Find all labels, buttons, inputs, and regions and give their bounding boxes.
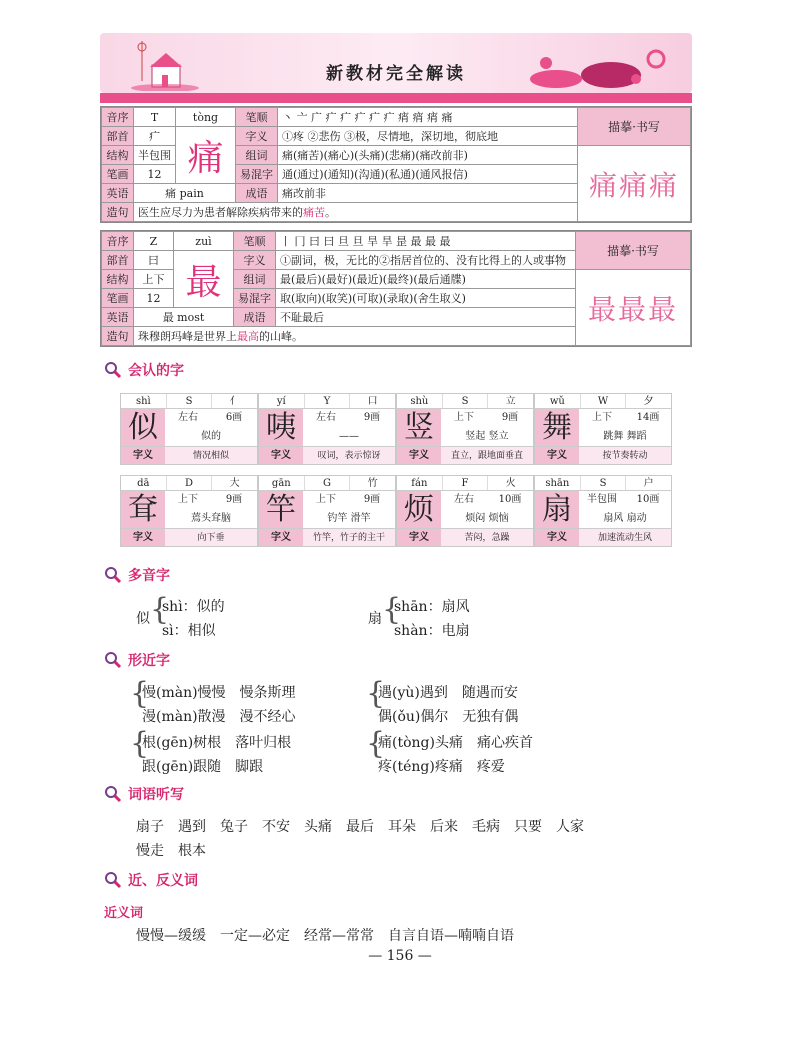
label: 字义 bbox=[535, 529, 579, 546]
zaoju: 珠穆朗玛峰是世界上最高的山峰。 bbox=[134, 327, 576, 346]
char-words: 烦闷 烦恼 bbox=[465, 513, 509, 524]
xingjin-line: 遇(yù)遇到 随遇而安 bbox=[378, 685, 518, 701]
big-char: 痛 bbox=[176, 127, 236, 184]
label: 英语 bbox=[102, 184, 134, 203]
miaomo-label: 描摹·书写 bbox=[576, 232, 691, 270]
duoyin-char: 似 bbox=[136, 611, 150, 627]
label: 字义 bbox=[234, 251, 276, 270]
pinyin: tòng bbox=[176, 108, 236, 127]
yingyu: 痛 pain bbox=[134, 184, 236, 203]
bushou: 立 bbox=[505, 396, 516, 407]
huiren-char-card bbox=[120, 393, 258, 465]
label: 字义 bbox=[397, 529, 441, 546]
trace-chars: 最最最 bbox=[576, 270, 691, 346]
bushou: 竹 bbox=[367, 478, 378, 489]
big-char: 咦 bbox=[259, 409, 303, 446]
char-structure-row bbox=[165, 409, 257, 427]
brace: { bbox=[130, 726, 150, 761]
ziyi: 竹竿，竹子的主干 bbox=[312, 533, 385, 543]
section-jinfan: 近、反义词 bbox=[104, 870, 198, 890]
bihua: 9画 bbox=[501, 412, 519, 423]
yinxu: S bbox=[167, 394, 213, 408]
char-meaning-row bbox=[535, 528, 671, 546]
label: 音序 bbox=[102, 232, 134, 251]
yinxu: D bbox=[167, 476, 213, 490]
bihua: 6画 bbox=[225, 412, 243, 423]
duoyin-reading: sì：相似 bbox=[162, 623, 216, 639]
bihua: 12 bbox=[134, 165, 176, 184]
bihua: 10画 bbox=[636, 494, 660, 505]
yinxu: S bbox=[443, 394, 489, 408]
huiren-char-card bbox=[534, 393, 672, 465]
yinxu: W bbox=[581, 394, 627, 408]
char-structure-row bbox=[441, 491, 533, 509]
jiegou: 上下 bbox=[134, 270, 174, 289]
label: 字义 bbox=[236, 127, 278, 146]
label: 笔顺 bbox=[234, 232, 276, 251]
jiegou: 左右 bbox=[178, 412, 198, 423]
header-banner bbox=[100, 33, 692, 93]
label: 成语 bbox=[236, 184, 278, 203]
magnifier-icon bbox=[104, 871, 122, 889]
zuci: 痛(痛苦)(痛心)(头痛)(悲痛)(痛改前非) bbox=[278, 146, 578, 165]
jiegou: 左右 bbox=[454, 494, 474, 505]
label: 英语 bbox=[102, 308, 134, 327]
char-structure-row bbox=[165, 491, 257, 509]
page-number: — 156 — bbox=[368, 948, 432, 964]
char-card-tong bbox=[100, 106, 692, 223]
label: 字义 bbox=[259, 447, 303, 464]
jinyi-line: 慢慢—缓缓 一定—必定 经常—常常 自言自语—喃喃自语 bbox=[136, 928, 514, 944]
yinxu: Z bbox=[134, 232, 174, 251]
xingjin-line: 痛(tòng)头痛 痛心疾首 bbox=[378, 735, 533, 751]
bushou: 亻 bbox=[229, 396, 240, 407]
duoyin-char: 扇 bbox=[368, 611, 382, 627]
ziyi: 按节奏转动 bbox=[602, 451, 648, 461]
ziyi: 向下垂 bbox=[197, 533, 225, 543]
bushou: 疒 bbox=[134, 127, 176, 146]
char-meta-row bbox=[259, 394, 395, 409]
char-meta-row bbox=[121, 394, 257, 409]
bushou: 大 bbox=[229, 478, 240, 489]
yinxu: S bbox=[581, 476, 627, 490]
char-meaning-row bbox=[397, 446, 533, 464]
char-words: 蔫头耷脑 bbox=[191, 513, 231, 524]
yihunzi: 通(通过)(通知)(沟通)(私通)(通风报信) bbox=[278, 165, 578, 184]
char-meta-row bbox=[121, 476, 257, 491]
duoyin-reading: shì：似的 bbox=[162, 599, 225, 615]
pinyin: yí bbox=[259, 394, 305, 408]
bushou: 火 bbox=[505, 478, 516, 489]
char-structure-row bbox=[441, 409, 533, 427]
char-meaning-row bbox=[397, 528, 533, 546]
char-meaning-row bbox=[535, 446, 671, 464]
ziyi: 直立，跟地面垂直 bbox=[450, 451, 523, 461]
flower-decoration-icon bbox=[516, 45, 676, 89]
label: 组词 bbox=[234, 270, 276, 289]
label: 易混字 bbox=[234, 289, 276, 308]
big-char: 舞 bbox=[535, 409, 579, 446]
big-char: 竿 bbox=[259, 491, 303, 528]
magnifier-icon bbox=[104, 361, 122, 379]
label: 笔画 bbox=[102, 289, 134, 308]
huiren-char-card bbox=[396, 393, 534, 465]
brace: { bbox=[150, 592, 170, 627]
label: 字义 bbox=[121, 447, 165, 464]
char-meta-row bbox=[535, 476, 671, 491]
big-char: 扇 bbox=[535, 491, 579, 528]
pinyin: shān bbox=[535, 476, 581, 490]
label: 结构 bbox=[102, 146, 134, 165]
jiegou: 半包围 bbox=[587, 494, 617, 505]
header-title: 新教材完全解读 bbox=[326, 64, 466, 84]
label: 结构 bbox=[102, 270, 134, 289]
bihua: 9画 bbox=[225, 494, 243, 505]
big-char: 最 bbox=[174, 251, 234, 308]
pinyin: zuì bbox=[174, 232, 234, 251]
xingjin-line: 慢(màn)慢慢 慢条斯理 bbox=[142, 685, 296, 701]
char-words: 扇风 扇动 bbox=[603, 513, 647, 524]
label: 笔画 bbox=[102, 165, 134, 184]
section-huiren: 会认的字 bbox=[104, 360, 184, 380]
ziyi: 叹词，表示惊讶 bbox=[317, 451, 381, 461]
char-words: 竖起 竖立 bbox=[465, 431, 509, 442]
char-meaning-row bbox=[259, 446, 395, 464]
label: 易混字 bbox=[236, 165, 278, 184]
header-divider bbox=[100, 93, 692, 103]
jiegou: 上下 bbox=[592, 412, 612, 423]
yinxu: G bbox=[305, 476, 351, 490]
pinyin: shù bbox=[397, 394, 443, 408]
zuci: 最(最后)(最好)(最近)(最终)(最后通牒) bbox=[276, 270, 576, 289]
label: 字义 bbox=[259, 529, 303, 546]
magnifier-icon bbox=[104, 651, 122, 669]
yihunzi: 取(取向)(取笑)(可取)(录取)(舍生取义) bbox=[276, 289, 576, 308]
jiegou: 左右 bbox=[316, 412, 336, 423]
tingxie-line: 慢走 根本 bbox=[136, 843, 206, 859]
label: 部首 bbox=[102, 127, 134, 146]
jinyi-label: 近义词 bbox=[104, 906, 144, 921]
pinyin: shì bbox=[121, 394, 167, 408]
brace: { bbox=[366, 726, 386, 761]
label: 造句 bbox=[102, 203, 134, 222]
label: 字义 bbox=[397, 447, 441, 464]
miaomo-label: 描摹·书写 bbox=[578, 108, 691, 146]
label: 音序 bbox=[102, 108, 134, 127]
bihua: 12 bbox=[134, 289, 174, 308]
bushou: 夕 bbox=[643, 396, 654, 407]
bihua: 14画 bbox=[636, 412, 660, 423]
trace-chars: 痛痛痛 bbox=[578, 146, 691, 222]
char-structure-row bbox=[303, 491, 395, 509]
pinyin: fán bbox=[397, 476, 443, 490]
ziyi: 情况相似 bbox=[192, 451, 229, 461]
char-structure-row bbox=[579, 491, 671, 509]
bihua: 9画 bbox=[363, 494, 381, 505]
ziyi: ①疼 ②悲伤 ③极，尽情地，深切地，彻底地 bbox=[278, 127, 578, 146]
char-meaning-row bbox=[121, 446, 257, 464]
big-char: 似 bbox=[121, 409, 165, 446]
label: 组词 bbox=[236, 146, 278, 165]
bishun: 丨 冂 曰 曰 旦 旦 旱 旱 昰 最 最 最 bbox=[276, 232, 576, 251]
bishun: 丶 亠 广 疒 疒 疒 疒 疒 痟 痟 痟 痛 bbox=[278, 108, 578, 127]
label: 成语 bbox=[234, 308, 276, 327]
label: 造句 bbox=[102, 327, 134, 346]
pinyin: gān bbox=[259, 476, 305, 490]
jiegou: 半包围 bbox=[134, 146, 176, 165]
yingyu: 最 most bbox=[134, 308, 234, 327]
xingjin-line: 根(gēn)树根 落叶归根 bbox=[142, 735, 292, 751]
bushou: 口 bbox=[367, 396, 378, 407]
huiren-char-card bbox=[258, 475, 396, 547]
jiegou: 上下 bbox=[178, 494, 198, 505]
label: 部首 bbox=[102, 251, 134, 270]
duoyin-reading: shàn：电扇 bbox=[394, 623, 470, 639]
char-structure-row bbox=[303, 409, 395, 427]
bihua: 10画 bbox=[498, 494, 522, 505]
brace: { bbox=[366, 676, 386, 711]
yinxu: F bbox=[443, 476, 489, 490]
char-meta-row bbox=[535, 394, 671, 409]
pinyin: dā bbox=[121, 476, 167, 490]
section-xingjin: 形近字 bbox=[104, 650, 170, 670]
chengyu: 不耻最后 bbox=[276, 308, 576, 327]
yinxu: T bbox=[134, 108, 176, 127]
huiren-char-card bbox=[120, 475, 258, 547]
xingjin-line: 跟(gēn)跟随 脚跟 bbox=[142, 759, 264, 775]
brace: { bbox=[382, 592, 402, 627]
char-meta-row bbox=[397, 476, 533, 491]
ziyi: 苦闷，急躁 bbox=[464, 533, 510, 543]
jiegou: 上下 bbox=[454, 412, 474, 423]
tingxie-line: 扇子 遇到 兔子 不安 头痛 最后 耳朵 后来 毛病 只要 人家 bbox=[136, 819, 584, 835]
bihua: 9画 bbox=[363, 412, 381, 423]
xingjin-line: 漫(màn)散漫 漫不经心 bbox=[142, 709, 296, 725]
label: 字义 bbox=[535, 447, 579, 464]
char-words: 跳舞 舞蹈 bbox=[603, 431, 647, 442]
ziyi: ①副词，极，无比的②指居首位的、没有比得上的人或事物 bbox=[276, 251, 576, 270]
big-char: 烦 bbox=[397, 491, 441, 528]
magnifier-icon bbox=[104, 566, 122, 584]
char-meta-row bbox=[397, 394, 533, 409]
big-char: 竖 bbox=[397, 409, 441, 446]
big-char: 耷 bbox=[121, 491, 165, 528]
duoyin-reading: shān：扇风 bbox=[394, 599, 470, 615]
huiren-char-card bbox=[258, 393, 396, 465]
char-card-zui bbox=[100, 230, 692, 347]
label: 笔顺 bbox=[236, 108, 278, 127]
char-words: 似的 bbox=[201, 431, 221, 442]
chengyu: 痛改前非 bbox=[278, 184, 578, 203]
section-duoyin: 多音字 bbox=[104, 565, 170, 585]
xingjin-line: 疼(téng)疼痛 疼爱 bbox=[378, 759, 505, 775]
ziyi: 加速流动生风 bbox=[597, 533, 652, 543]
pinyin: wǔ bbox=[535, 394, 581, 408]
huiren-char-card bbox=[534, 475, 672, 547]
section-tingxie: 词语听写 bbox=[104, 784, 184, 804]
magnifier-icon bbox=[104, 785, 122, 803]
huiren-char-card bbox=[396, 475, 534, 547]
xingjin-line: 偶(ǒu)偶尔 无独有偶 bbox=[378, 709, 519, 725]
char-words: —— bbox=[339, 431, 359, 442]
yinxu: Y bbox=[305, 394, 351, 408]
char-meta-row bbox=[259, 476, 395, 491]
jiegou: 上下 bbox=[316, 494, 336, 505]
char-meaning-row bbox=[121, 528, 257, 546]
char-meaning-row bbox=[259, 528, 395, 546]
label: 字义 bbox=[121, 529, 165, 546]
bushou: 户 bbox=[643, 478, 654, 489]
brace: { bbox=[130, 676, 150, 711]
zaoju: 医生应尽力为患者解除疾病带来的痛苦。 bbox=[134, 203, 578, 222]
char-words: 钓竿 滑竿 bbox=[327, 513, 371, 524]
bushou: 曰 bbox=[134, 251, 174, 270]
char-structure-row bbox=[579, 409, 671, 427]
